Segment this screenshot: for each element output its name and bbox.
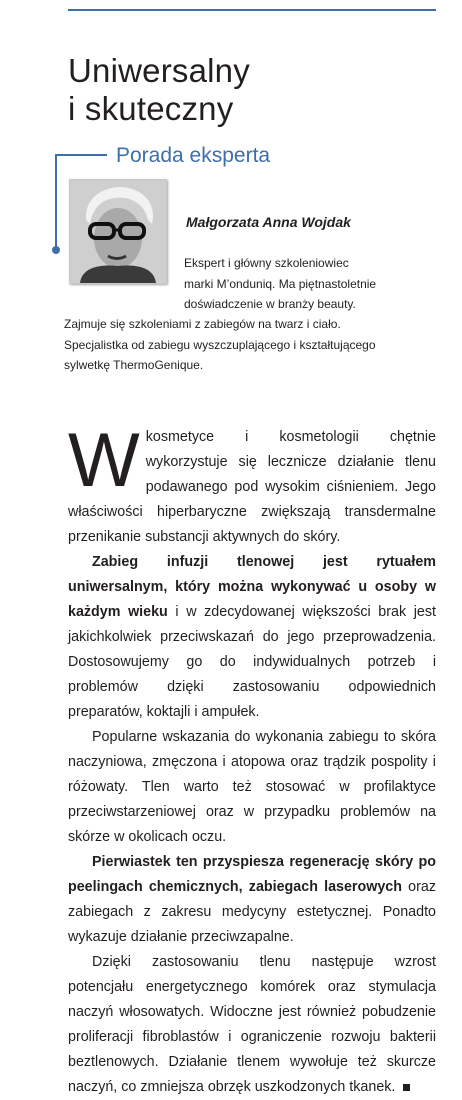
end-of-article-mark	[403, 1084, 410, 1091]
bio-line: doświadczenie w branży beauty.	[184, 297, 356, 311]
paragraph-2-bold: Zabieg infuzji tlenowej jest rytuałem uniwersalnym, który można wykonywać u osoby w każdym wieku	[68, 554, 436, 620]
bio-line: sylwetkę ThermoGenique.	[64, 358, 204, 372]
paragraph-4-text: oraz zabiegach z zakresu medycyny estetycznej. Ponadto wykazuje działanie przeciwzapalne.	[68, 879, 436, 945]
expert-photo	[69, 179, 167, 284]
bio-line: Specjalistka od zabiegu wyszczuplającego i kształtującego	[64, 337, 376, 352]
advice-bracket-horizontal	[55, 154, 107, 156]
paragraph-4-bold: Pierwiastek ten przyspiesza regenerację skóry po peelingach chemicznych, zabiegach laserowych	[68, 854, 436, 895]
paragraph-1-text: kosmetyce i kosmetologii chętnie wykorzystuje się lecznicze działanie tlenu podawanego pod wysokim ciśnieniem. Jego właściwości hiperbaryczne zwiększają transdermalne przenikanie substancji aktywnych do skóry.	[68, 429, 436, 545]
bio-line: Zajmuje się szkoleniami z zabiegów na twarz i ciało.	[64, 317, 341, 331]
expert-bio-1	[184, 253, 414, 315]
portrait-photo-icon	[70, 180, 166, 283]
paragraph-5-text: Dzięki zastosowaniu tlenu następuje wzrost potencjału energetycznego komórek oraz stymulacja naczyń włosowatych. Widoczne jest również pobudzenie proliferacji fibroblastów i ograniczenie rozwoju bakterii beztlenowych. Działanie tlenem wywołuje też skurcze naczyń, co zmniejsza obrzęk uszkodzonych tkanek.	[68, 954, 436, 1095]
page-title	[68, 52, 250, 128]
expert-bio-2	[64, 314, 424, 376]
paragraph-2	[68, 550, 436, 725]
title-line-2: i skuteczny	[68, 90, 234, 127]
paragraph-4	[68, 850, 436, 950]
advice-bracket-vertical	[55, 154, 57, 250]
bio-line: Ekspert i główny szkoleniowiec	[184, 256, 349, 270]
paragraph-2-text: i w zdecydowanej większości brak jest jakichkolwiek przeciwskazań do jego przeprowadzenia. Dostosowujemy go do indywidualnych potrzeb i problemów dzięki zastosowaniu odpowiednich preparatów, koktajli i ampułek.	[68, 604, 436, 720]
advice-label: Porada eksperta	[116, 144, 271, 167]
paragraph-1	[68, 418, 436, 550]
expert-name: Małgorzata Anna Wojdak	[186, 214, 351, 230]
paragraph-3: Popularne wskazania do wykonania zabiegu to skóra naczyniowa, zmęczona i atopowa oraz trądzik pospolity i różowaty. Tlen warto też stosować w profilaktyce przeciwstarzeniowej oraz w przypadku problemów na skórze w okolicach oczu.	[68, 729, 436, 845]
article-body	[68, 418, 436, 1100]
drop-cap: W	[68, 418, 140, 503]
bio-line: marki M’onduniq. Ma piętnastoletnie	[184, 276, 377, 291]
title-line-1: Uniwersalny	[68, 52, 250, 89]
paragraph-5	[68, 950, 436, 1100]
top-rule	[68, 9, 436, 11]
advice-bracket-dot	[52, 246, 60, 254]
